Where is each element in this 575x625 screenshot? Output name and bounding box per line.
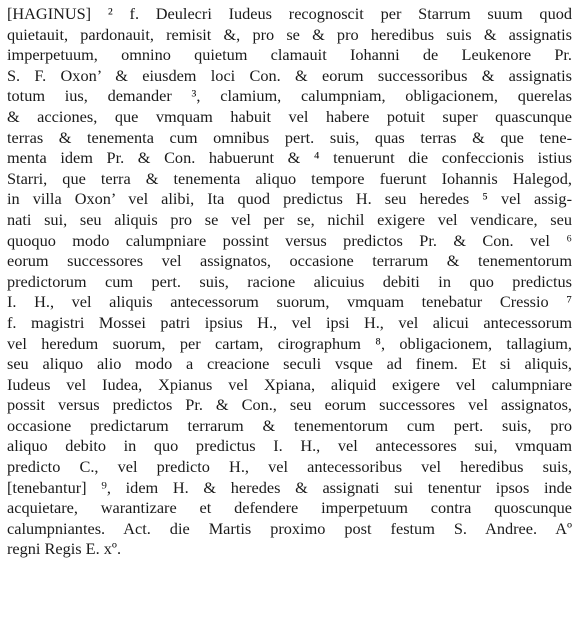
text-line-24: [tenebantur] ⁹, idem H. & heredes & assignati sui tenentur ipsos inde	[7, 477, 572, 497]
text-line-4: S. F. Oxon’ & eiusdem loci Con. & eorum successoribus & assignatis	[7, 65, 572, 85]
text-line-27: regni Regis E. xº.	[7, 539, 122, 559]
text-line-19: Iudeus vel Iudea, Xpianus vel Xpiana, aliquid exigere vel calumpniare	[7, 374, 572, 394]
charter-text	[7, 4, 572, 560]
text-line-8: menta idem Pr. & Con. habuerunt & ⁴ tenuerunt die confeccionis istius	[7, 148, 572, 168]
text-line-3: imperpetuum, omnino quietum clamauit Iohanni de Leukenore Pr.	[7, 45, 572, 65]
text-line-6: & acciones, que vmquam habuit vel habere potuit super quascunque	[7, 106, 572, 126]
text-line-2: quietauit, pardonauit, remisit &, pro se & pro heredibus suis & assignatis	[7, 24, 572, 44]
text-line-10: in villa Oxon’ vel alibi, Ita quod predictus H. seu heredes ⁵ vel assig-	[7, 189, 572, 209]
text-line-25: acquietare, warantizare et defendere imperpetuum contra quoscunque	[7, 498, 572, 518]
text-line-13: eorum successores vel assignatos, occasione terrarum & tenementorum	[7, 251, 572, 271]
text-line-18: seu aliquo alio modo a creacione seculi vsque ad finem. Et si aliquis,	[7, 354, 572, 374]
text-line-9: Starri, que terra & tenementa aliquo tempore fuerunt Iohannis Halegod,	[7, 168, 572, 188]
text-line-7: terras & tenementa cum omnibus pert. suis, quas terras & que tene-	[7, 127, 572, 147]
text-line-14: predictorum cum pert. suis, racione alicuius debiti in quo predictus	[7, 271, 572, 291]
text-line-12: quoquo modo calumpniare possint versus predictos Pr. & Con. vel ⁶	[7, 230, 572, 250]
text-line-21: occasione predictarum terrarum & tenementorum cum pert. suis, pro	[7, 415, 572, 435]
text-line-5: totum ius, demander ³, clamium, calumpniam, obligacionem, querelas	[7, 86, 572, 106]
text-line-16: f. magistri Mossei patri ipsius H., vel ipsi H., vel alicui antecessorum	[7, 312, 572, 332]
text-line-1: [HAGINUS] ² f. Deulecri Iudeus recognoscit per Starrum suum quod	[7, 4, 572, 23]
text-line-17: vel heredum suorum, per cartam, cirographum ⁸, obligacionem, tallagium,	[7, 333, 572, 353]
text-line-15: I. H., vel aliquis antecessorum suorum, vmquam tenebatur Cressio ⁷	[7, 292, 572, 312]
text-line-11: nati sui, seu aliquis pro se vel per se, nichil exigere vel vendicare, seu	[7, 209, 572, 229]
text-line-23: predicto C., vel predicto H., vel antecessoribus vel heredibus suis,	[7, 457, 572, 477]
text-line-26: calumpniantes. Act. die Martis proximo post festum S. Andree. Aº	[7, 518, 572, 538]
text-line-20: possit versus predictos Pr. & Con., seu eorum successores vel assignatos,	[7, 395, 572, 415]
text-line-22: aliquo debito in quo predictus I. H., vel antecessores sui, vmquam	[7, 436, 572, 456]
